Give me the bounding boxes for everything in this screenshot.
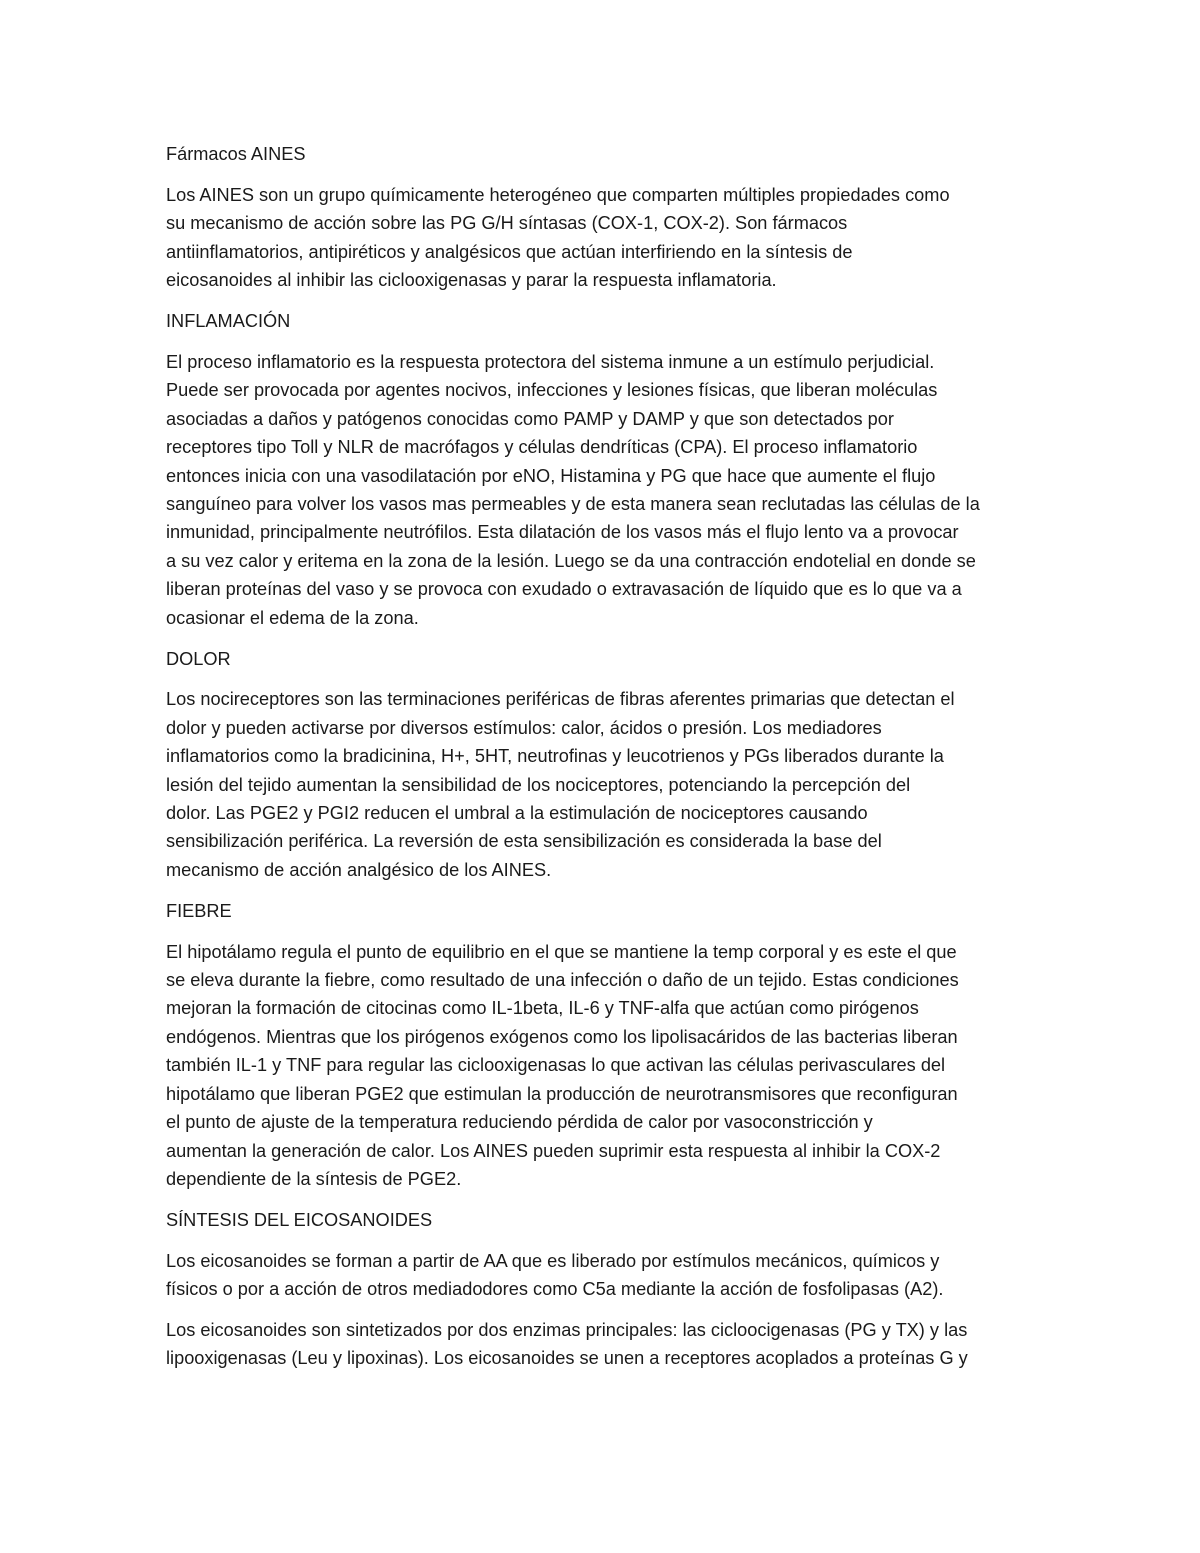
text-line: inmunidad, principalmente neutrófilos. Esta dilatación de los vasos más el flujo lento va a provocar <box>166 522 959 543</box>
text-line: asociadas a daños y patógenos conocidas como PAMP y DAMP y que son detectados por <box>166 408 894 429</box>
document-title: Fármacos AINES <box>166 144 306 164</box>
text-line: dependiente de la síntesis de PGE2. <box>166 1168 462 1189</box>
section-heading-sintesis-del-eicosanoides: SÍNTESIS DEL EICOSANOIDES <box>166 1209 433 1230</box>
text-line: entonces inicia con una vasodilatación por eNO, Histamina y PG que hace que aumente el flujo <box>166 465 936 486</box>
text-line: dolor. Las PGE2 y PGI2 reducen el umbral a la estimulación de nociceptores causando <box>166 803 868 824</box>
text-line: a su vez calor y eritema en la zona de la lesión. Luego se da una contracción endotelial en donde se <box>166 550 976 571</box>
text-line: inflamatorios como la bradicinina, H+, 5HT, neutrofinas y leucotrienos y PGs liberados durante la <box>166 746 944 767</box>
text-line: Los eicosanoides son sintetizados por dos enzimas principales: las cicloocigenasas (PG y TX) y las <box>166 1320 968 1341</box>
text-line: mejoran la formación de citocinas como IL-1beta, IL-6 y TNF-alfa que actúan como pirógenos <box>166 998 919 1019</box>
text-line: lesión del tejido aumentan la sensibilidad de los nociceptores, potenciando la percepción del <box>166 774 911 795</box>
text-line: aumentan la generación de calor. Los AINES pueden suprimir esta respuesta al inhibir la COX-2 <box>166 1140 941 1161</box>
text-line: mecanismo de acción analgésico de los AINES. <box>166 859 552 880</box>
text-line: liberan proteínas del vaso y se provoca con exudado o extravasación de líquido que es lo que va a <box>166 579 962 600</box>
text-line: el punto de ajuste de la temperatura reduciendo pérdida de calor por vasoconstricción y <box>166 1112 873 1133</box>
text-line: receptores tipo Toll y NLR de macrófagos y células dendríticas (CPA). El proceso inflamatorio <box>166 437 918 458</box>
text-line: Los nocireceptores son las terminaciones periféricas de fibras aferentes primarias que detectan el <box>166 689 955 710</box>
section-heading-fiebre: FIEBRE <box>166 900 232 921</box>
paragraph-6 <box>166 1316 1046 1373</box>
text-line: ocasionar el edema de la zona. <box>166 607 419 628</box>
text-line: su mecanismo de acción sobre las PG G/H síntasas (COX-1, COX-2). Son fármacos <box>166 213 848 234</box>
section-heading-dolor: DOLOR <box>166 648 231 669</box>
text-line: lipooxigenasas (Leu y lipoxinas). Los eicosanoides se unen a receptores acoplados a proteínas G y <box>166 1348 968 1369</box>
text-line: sanguíneo para volver los vasos mas permeables y de esta manera sean reclutadas las células de la <box>166 493 980 514</box>
text-line: físicos o por a acción de otros mediadodores como C5a mediante la acción de fosfolipasas (A2). <box>166 1279 944 1300</box>
document-body <box>166 140 1046 1385</box>
paragraph-5 <box>166 1247 1046 1304</box>
text-line: se eleva durante la fiebre, como resultado de una infección o daño de un tejido. Estas condiciones <box>166 970 959 991</box>
paragraph-3 <box>166 685 1046 884</box>
text-line: también IL-1 y TNF para regular las ciclooxigenasas lo que activan las células perivasculares del <box>166 1055 946 1076</box>
text-line: Los eicosanoides se forman a partir de AA que es liberado por estímulos mecánicos, químicos y <box>166 1250 940 1271</box>
text-line: eicosanoides al inhibir las ciclooxigenasas y parar la respuesta inflamatoria. <box>166 270 777 291</box>
paragraph-1 <box>166 181 1046 295</box>
text-line: dolor y pueden activarse por diversos estímulos: calor, ácidos o presión. Los mediadores <box>166 717 882 738</box>
text-line: endógenos. Mientras que los pirógenos exógenos como los lipolisacáridos de las bacterias liberan <box>166 1026 958 1047</box>
text-line: hipotálamo que liberan PGE2 que estimulan la producción de neurotransmisores que reconfiguran <box>166 1083 958 1104</box>
text-line: Puede ser provocada por agentes nocivos, infecciones y lesiones físicas, que liberan moléculas <box>166 380 938 401</box>
paragraph-2 <box>166 348 1046 632</box>
text-line: El hipotálamo regula el punto de equilibrio en el que se mantiene la temp corporal y es este el que <box>166 941 957 962</box>
section-heading-inflamacion: INFLAMACIÓN <box>166 311 291 332</box>
paragraph-4 <box>166 938 1046 1194</box>
text-line: antiinflamatorios, antipiréticos y analgésicos que actúan interfiriendo en la síntesis de <box>166 241 853 262</box>
text-line: sensibilización periférica. La reversión de esta sensibilización es considerada la base del <box>166 831 882 852</box>
text-line: El proceso inflamatorio es la respuesta protectora del sistema inmune a un estímulo perjudicial. <box>166 351 935 372</box>
text-line: Los AINES son un grupo químicamente heterogéneo que comparten múltiples propiedades como <box>166 184 950 205</box>
